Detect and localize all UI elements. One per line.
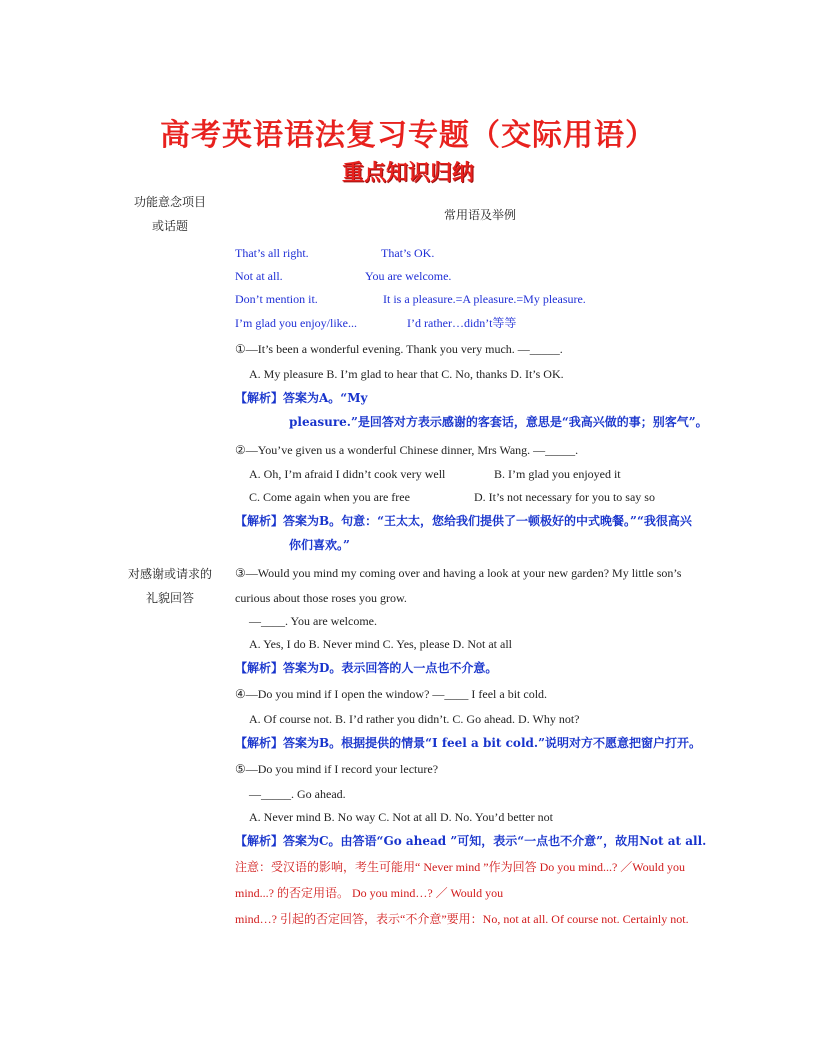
phrase-a: That’s all right. (235, 246, 309, 260)
q5-stem-2: —_____. Go ahead. (249, 787, 346, 801)
note-line-2: mind...? 的否定用语。 Do you mind…? ／ Would you (235, 886, 504, 900)
phrase-row-3 (235, 291, 586, 307)
q5-stem: ⑤—Do you mind if I record your lecture? (235, 762, 439, 776)
q1-stem: ①—It’s been a wonderful evening. Thank you very much. —_____. (235, 342, 563, 356)
phrase-a: Not at all. (235, 269, 283, 283)
q1-options: A. My pleasure B. I’m glad to hear that C. No, thanks D. It’s OK. (249, 367, 564, 381)
page-subtitle: 重点知识归纳 (341, 161, 474, 186)
q3-options: A. Yes, I do B. Never mind C. Yes, please D. Not at all (249, 637, 512, 651)
phrase-b: It is a pleasure.=A pleasure.=My pleasure. (383, 292, 586, 306)
q4-options: A. Of course not. B. I’d rather you didn’t. C. Go ahead. D. Why not? (249, 712, 580, 726)
q5-analysis: 【解析】答案为C。由答语“Go ahead ”可知，表示“一点也不介意”，故用Not at all. (235, 834, 707, 848)
left-header-line2: 或话题 (151, 219, 188, 233)
q3-stem-2: curious about those roses you grow. (235, 591, 407, 605)
phrase-a: Don’t mention it. (235, 292, 318, 306)
q1-analysis-2: pleasure.”是回答对方表示感谢的客套话，意思是“我高兴做的事；别客气”。 (289, 415, 708, 429)
q1-analysis-1: 【解析】答案为A。“My (235, 391, 368, 405)
phrase-row-4 (235, 315, 517, 331)
right-col-header: 常用语及举例 (444, 208, 517, 222)
q2-option-c: C. Come again when you are free (249, 490, 410, 504)
note-line-1: 注意：受汉语的影响，考生可能用“ Never mind ”作为回答 Do you mind...? ／Would you (235, 860, 685, 874)
phrase-row-1 (235, 245, 435, 261)
page-title: 高考英语语法复习专题（交际用语） (160, 118, 656, 153)
q2-option-d: D. It’s not necessary for you to say so (474, 490, 655, 504)
topic-label (115, 562, 225, 610)
topic-line2: 礼貌回答 (145, 591, 194, 605)
left-col-header (115, 190, 225, 238)
q2-analysis-1: 【解析】答案为B。句意：“王太太，您给我们提供了一顿极好的中式晚餐。”“我很高兴 (235, 514, 692, 528)
q2-option-b: B. I’m glad you enjoyed it (494, 467, 621, 481)
q5-options: A. Never mind B. No way C. Not at all D. No. You’d better not (249, 810, 553, 824)
q2-option-a: A. Oh, I’m afraid I didn’t cook very well (249, 467, 446, 481)
phrase-b: I’d rather…didn’t等等 (407, 316, 517, 330)
q4-stem: ④—Do you mind if I open the window? —____ I feel a bit cold. (235, 687, 548, 701)
q2-analysis-2: 你们喜欢。” (289, 538, 350, 552)
topic-line1: 对感谢或请求的 (127, 567, 212, 581)
q3-stem-3: —____. You are welcome. (249, 614, 377, 628)
note-line-3: mind…? 引起的否定回答，表示“不介意”要用：No, not at all. Of course not. Certainly not. (235, 912, 689, 926)
q2-stem: ②—You’ve given us a wonderful Chinese dinner, Mrs Wang. —_____. (235, 443, 579, 457)
q3-analysis: 【解析】答案为D。表示回答的人一点也不介意。 (235, 661, 498, 675)
q3-stem-1: ③—Would you mind my coming over and having a look at your new garden? My little son’s (235, 566, 682, 580)
phrase-a: I’m glad you enjoy/like... (235, 316, 357, 330)
phrase-b: You are welcome. (365, 269, 452, 283)
phrase-row-2 (235, 268, 452, 284)
left-header-line1: 功能意念项目 (133, 195, 206, 209)
phrase-b: That’s OK. (381, 246, 435, 260)
q4-analysis: 【解析】答案为B。根据提供的情景“I feel a bit cold.”说明对方不愿意把窗户打开。 (235, 736, 701, 750)
